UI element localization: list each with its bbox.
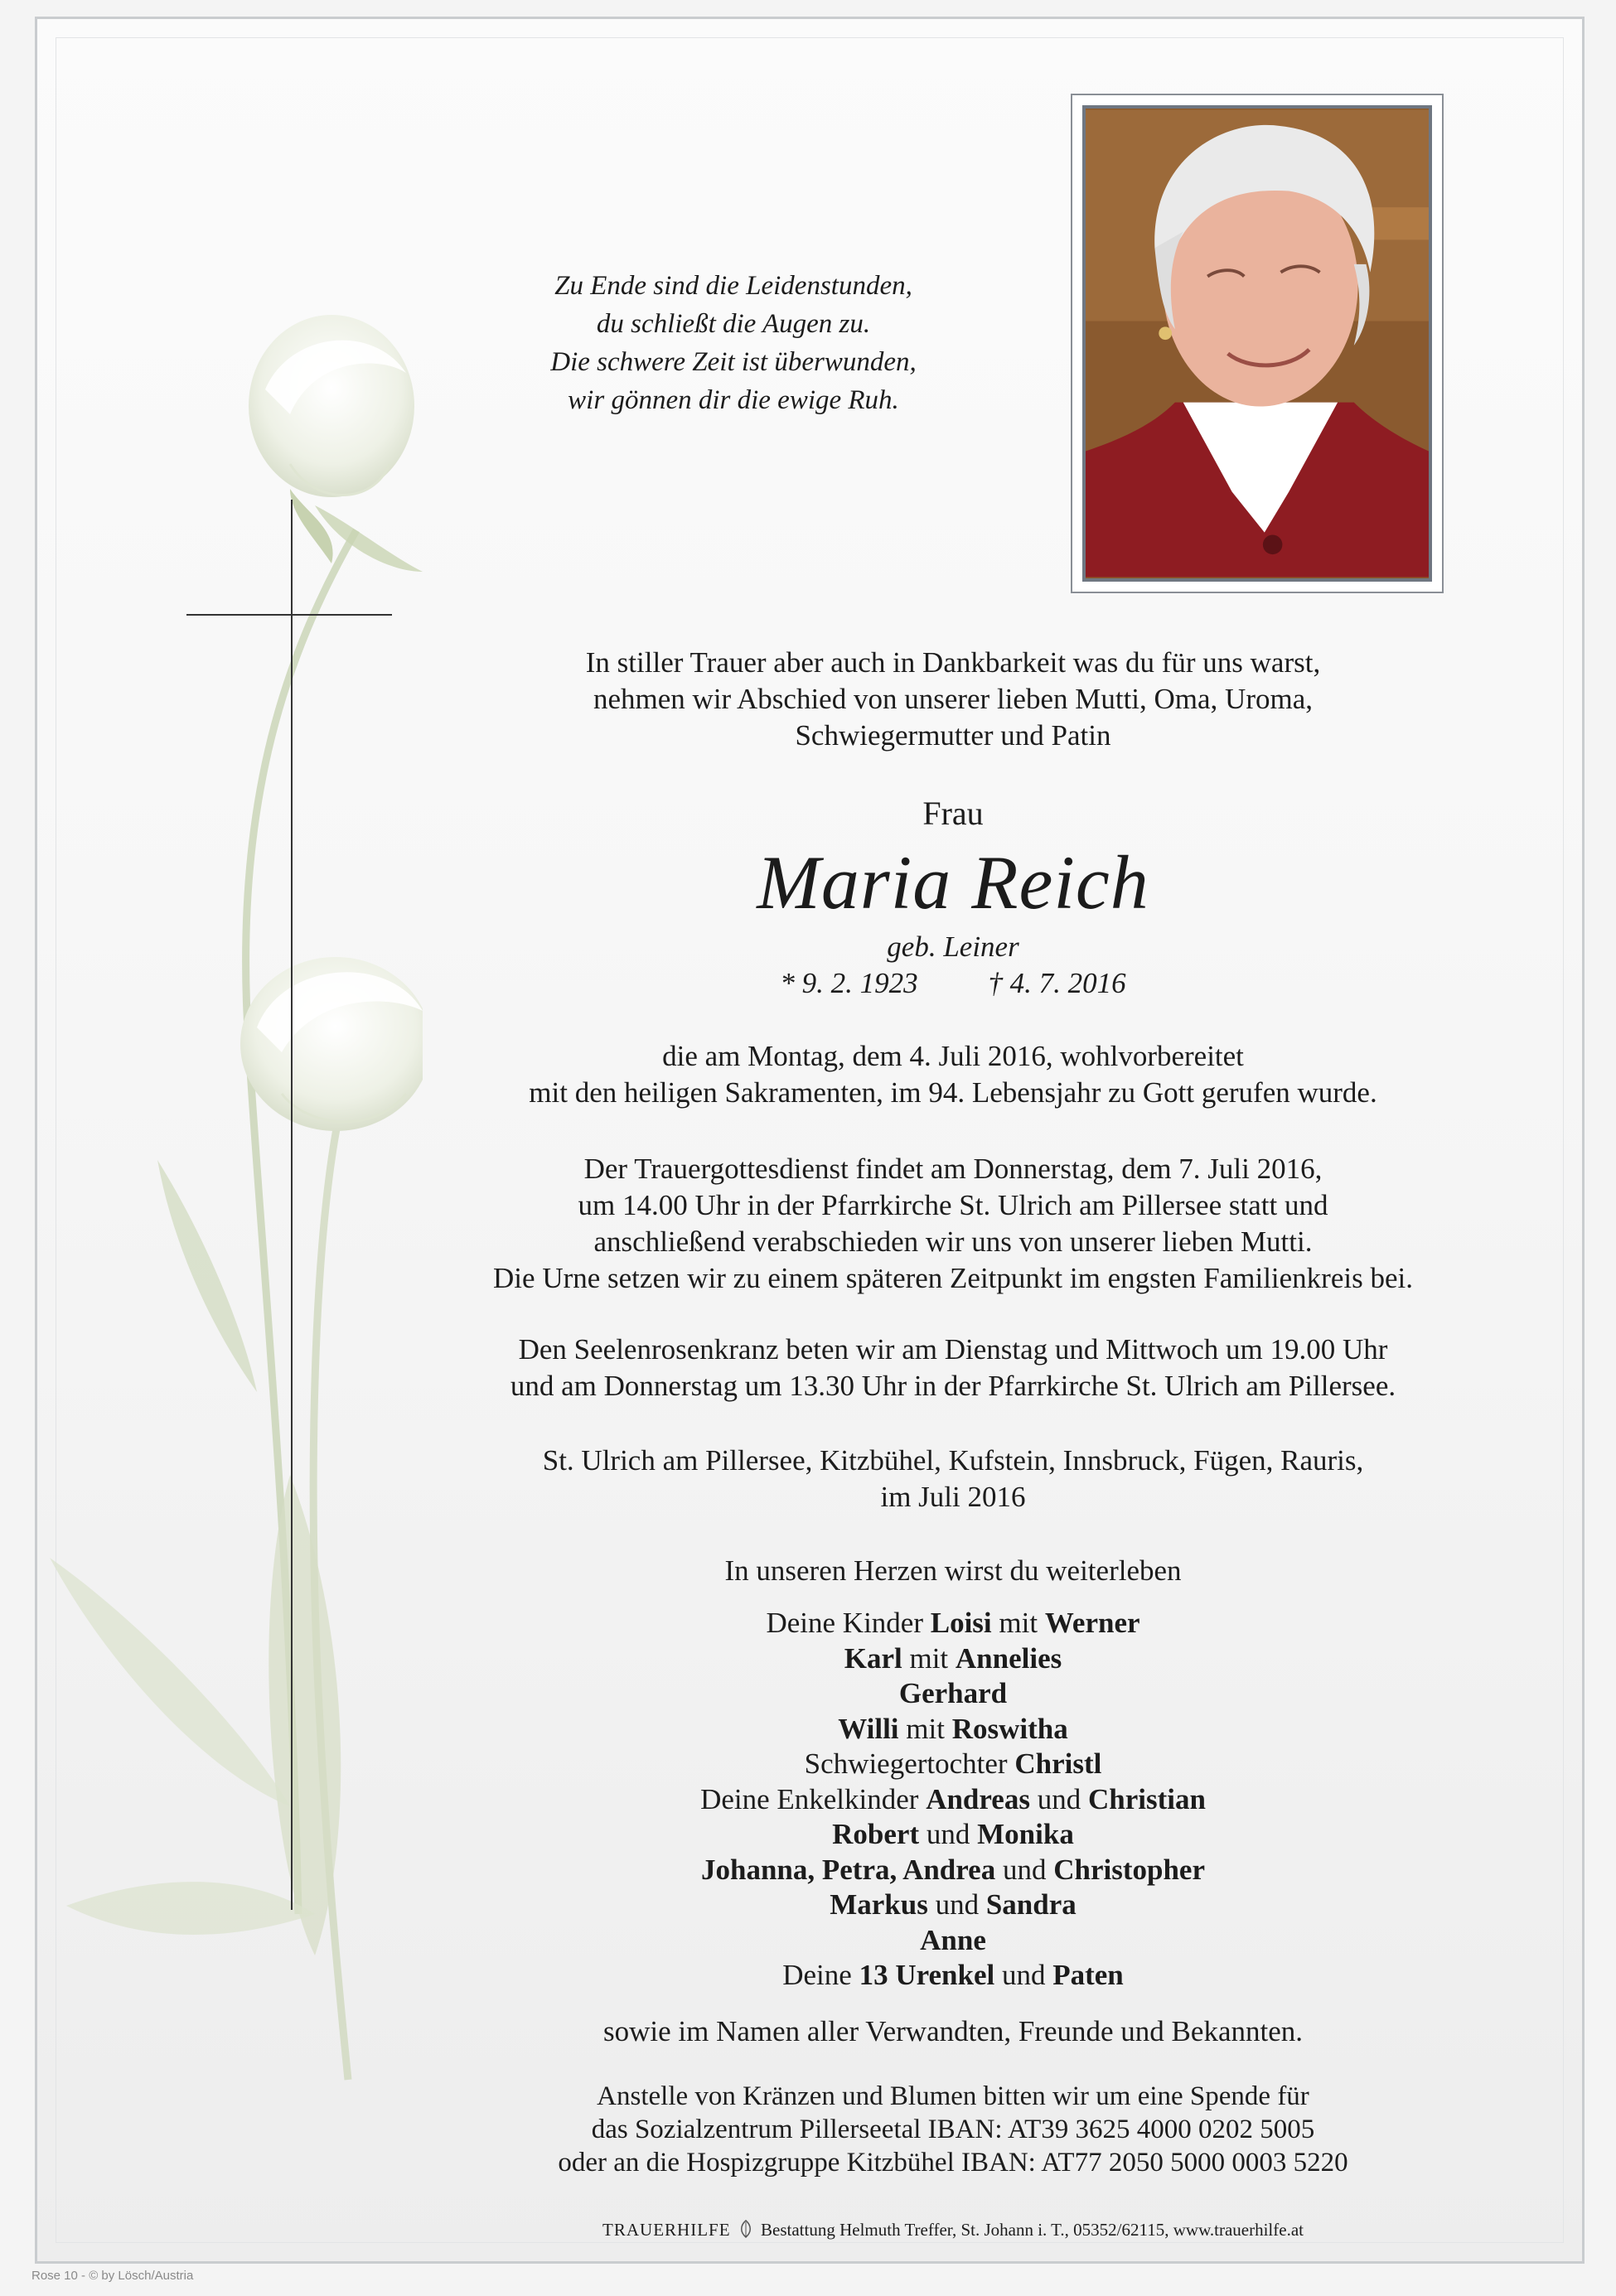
family-line: Karl mit Annelies [844, 1641, 1062, 1675]
intro-text [398, 645, 1508, 754]
death-date: † 4. 7. 2016 [988, 967, 1126, 999]
family-line: Anne [920, 1923, 986, 1956]
service-line: Der Trauergottesdienst findet am Donnerstag, dem 7. Juli 2016, [583, 1153, 1323, 1185]
portrait-illustration [1086, 109, 1429, 578]
maiden-name: geb. Leiner [887, 930, 1019, 963]
family-line: Markus und Sandra [830, 1888, 1077, 1921]
cross-horizontal-bar [186, 614, 392, 616]
family-line: Deine Enkelkinder Andreas und Christian [700, 1782, 1206, 1815]
poem-line: Die schwere Zeit ist überwunden, [550, 347, 917, 377]
portrait-frame [1071, 94, 1444, 593]
rosary-line: Den Seelenrosenkranz beten wir am Dienstag und Mittwoch um 19.00 Uhr [518, 1333, 1388, 1366]
family-line: Willi mit Roswitha [838, 1712, 1068, 1745]
title-word: Frau [922, 795, 984, 832]
family-line: Robert und Monika [832, 1818, 1074, 1850]
portrait-photo [1082, 105, 1432, 582]
life-dates [398, 965, 1508, 1002]
donation-line: das Sozialzentrum Pillerseetal IBAN: AT39 3625 4000 0202 5005 [591, 2115, 1315, 2144]
donation-line: oder an die Hospizgruppe Kitzbühel IBAN: AT77 2050 5000 0003 5220 [558, 2148, 1348, 2178]
donation-line: Anstelle von Kränzen und Blumen bitten wir um eine Spende für [597, 2081, 1309, 2111]
footer-brand: TRAUERHILFE [602, 2220, 731, 2240]
service-line: anschließend verabschieden wir uns von unserer lieben Mutti. [593, 1225, 1313, 1258]
family-line: Gerhard [898, 1677, 1008, 1709]
places-line: St. Ulrich am Pillersee, Kitzbühel, Kufstein, Innsbruck, Fügen, Rauris, [542, 1444, 1364, 1477]
places-date [398, 1443, 1508, 1515]
family-line: Schwiegertochter Christl [804, 1747, 1102, 1780]
death-line: die am Montag, dem 4. Juli 2016, wohlvorbereitet [662, 1040, 1244, 1072]
intro-line: In stiller Trauer aber auch in Dankbarkeit was du für uns warst, [585, 646, 1321, 679]
funeral-home-footer [398, 2218, 1508, 2241]
donation-info [398, 2080, 1508, 2179]
poem-line: Zu Ende sind die Leidenstunden, [554, 271, 912, 301]
birth-date: * 9. 2. 1923 [780, 967, 918, 999]
intro-line: Schwiegermutter und Patin [795, 719, 1111, 752]
poem-line: wir gönnen dir die ewige Ruh. [568, 385, 899, 415]
service-line: Die Urne setzen wir zu einem späteren Zeitpunkt im engsten Familienkreis bei. [493, 1262, 1413, 1294]
service-line: um 14.00 Uhr in der Pfarrkirche St. Ulrich am Pillersee statt und [578, 1189, 1328, 1221]
places-line: im Juli 2016 [880, 1481, 1026, 1513]
white-roses-illustration [41, 298, 423, 2121]
family-line: Deine Kinder Loisi mit Werner [766, 1607, 1140, 1639]
footer-text: Bestattung Helmuth Treffer, St. Johann i. T., 05352/62115, www.trauerhilfe.at [761, 2220, 1304, 2240]
relatives-line: sowie im Namen aller Verwandten, Freunde und Bekannten. [603, 2015, 1303, 2047]
image-credit: Rose 10 - © by Lösch/Austria [31, 2269, 194, 2283]
intro-line: nehmen wir Abschied von unserer lieben Mutti, Oma, Uroma, [593, 683, 1313, 715]
family-list [398, 1606, 1508, 1994]
death-line: mit den heiligen Sakramenten, im 94. Lebensjahr zu Gott gerufen wurde. [529, 1076, 1377, 1109]
service-info [398, 1151, 1508, 1297]
rosary-info [398, 1332, 1508, 1404]
hearts-line: In unseren Herzen wirst du weiterleben [724, 1554, 1182, 1587]
deceased-name: Maria Reich [757, 840, 1149, 925]
death-announcement [398, 1038, 1508, 1111]
cross-vertical-bar [291, 500, 293, 1910]
memorial-poem [464, 267, 1003, 419]
family-line: Johanna, Petra, Andrea und Christopher [701, 1853, 1205, 1886]
poem-line: du schließt die Augen zu. [596, 309, 871, 339]
rosary-line: und am Donnerstag um 13.30 Uhr in der Pfarrkirche St. Ulrich am Pillersee. [510, 1370, 1396, 1402]
family-line: Deine 13 Urenkel und Paten [782, 1959, 1124, 1991]
leaf-icon [738, 2219, 753, 2239]
